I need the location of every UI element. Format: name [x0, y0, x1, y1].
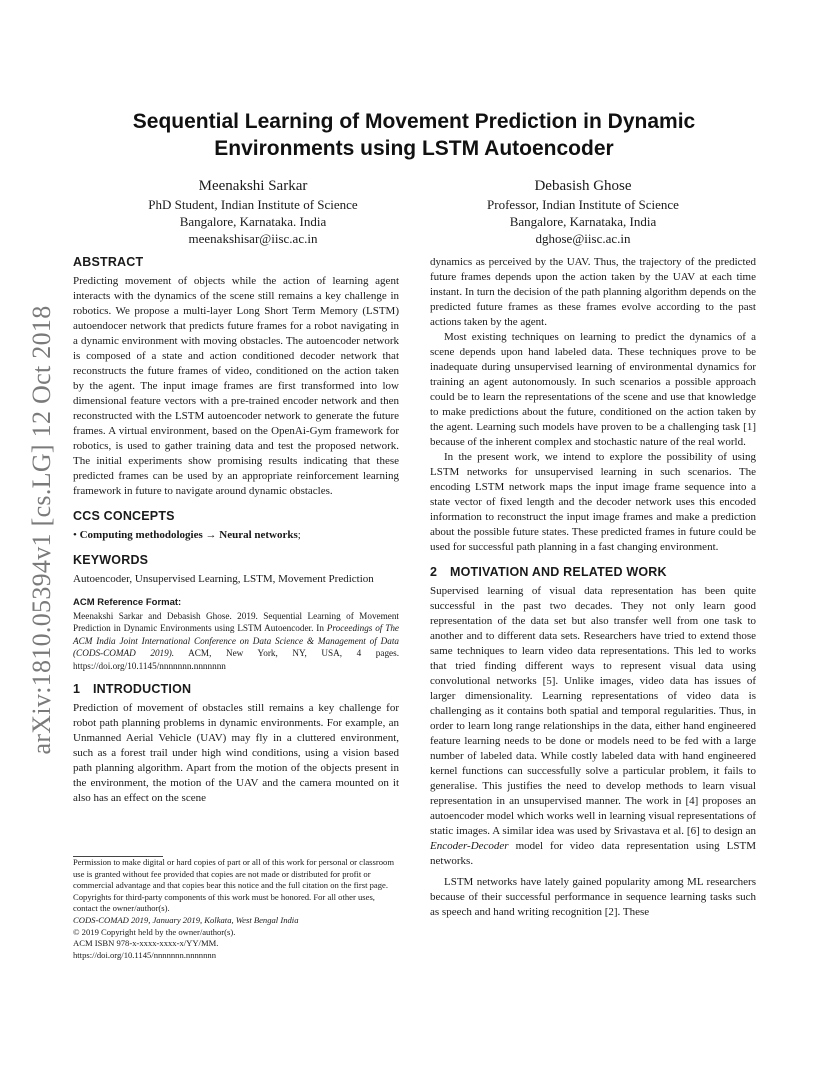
copyright-line: © 2019 Copyright held by the owner/author(s). — [73, 926, 236, 937]
paragraph-text: model for video data representation using LSTM networks. — [430, 840, 756, 867]
arxiv-identifier: arXiv:1810.05394v1 [cs.LG] 12 Oct 2018 — [27, 305, 56, 755]
author-location: Bangalore, Karnataka, India — [509, 214, 657, 229]
body-paragraph — [430, 584, 756, 869]
author-name: Debasish Ghose — [534, 178, 632, 194]
permission-notice: Permission to make digital or hard copies of part or all of this work for personal or classroom use is granted without fee provided that copies are not made or distributed for profit or commercial advantage and that copies bear this notice and the full citation on the first page. Copyrights for third-party components of this work must be honored. For all other uses, contact the owner/author(s). — [73, 857, 394, 914]
section-title: INTRODUCTION — [93, 682, 192, 697]
ccs-tail: ; — [297, 529, 301, 541]
paper-title: Sequential Learning of Movement Prediction in Dynamic Environments using LSTM Autoencoder — [132, 110, 696, 160]
author-name: Meenakshi Sarkar — [198, 178, 308, 194]
author-block-1 — [103, 178, 403, 247]
author-block-2 — [433, 178, 733, 247]
italic-term: Encoder-Decoder — [430, 840, 509, 852]
acm-reference-venue: Proceedings of The ACM India Joint International Conference on Data Science & Management of Data (CODS-COMAD 2019). — [73, 623, 400, 659]
ccs-heading: CCS CONCEPTS — [73, 509, 175, 523]
arxiv-sidebar-stamp — [22, 290, 62, 770]
ccs-concept: Computing methodologies — [79, 529, 203, 541]
author-email: dghose@iisc.ac.in — [535, 231, 631, 246]
section-heading-introduction — [73, 682, 399, 697]
author-location: Bangalore, Karnataka. India — [179, 214, 327, 229]
ccs-arrow: → — [205, 529, 217, 541]
keywords-text: Autoencoder, Unsupervised Learning, LSTM, Movement Prediction — [73, 573, 374, 585]
abstract-heading: ABSTRACT — [73, 255, 144, 269]
doi-line: https://doi.org/10.1145/nnnnnnn.nnnnnnn — [73, 949, 216, 960]
author-email: meenakshisar@iisc.ac.in — [188, 231, 318, 246]
isbn-line: ACM ISBN 978-x-xxxx-xxxx-x/YY/MM. — [73, 938, 219, 949]
left-column — [73, 255, 399, 806]
body-paragraph: LSTM networks have lately gained popularity among ML researchers because of their successful performance in sequence learning tasks such as speech and hand writing recognition [2]. These — [430, 876, 756, 918]
ccs-bullet: • — [73, 529, 77, 541]
keywords-heading: KEYWORDS — [73, 553, 149, 567]
author-affiliation: PhD Student, Indian Institute of Science — [148, 197, 358, 212]
section-number: 2 — [430, 565, 438, 579]
section-number: 1 — [73, 682, 81, 697]
ccs-subconcept: Neural networks — [219, 529, 298, 541]
acm-reference-doi: ACM, New York, NY, USA, 4 pages. https://doi.org/10.1145/nnnnnnn.nnnnnnn — [73, 648, 399, 671]
body-paragraph: In the present work, we intend to explore the possibility of using LSTM networks for unsupervised learning in such scenarios. The encoding LSTM network maps the input image frame sequence into a state vector of fixed length and the decoder network uses this encoded information to reconstruct the input image frames and make a prediction about the possible future states. These predicted frames in future could be used for successful path planning in a fast changing environment. — [430, 451, 756, 553]
body-paragraph: dynamics as perceived by the UAV. Thus, the trajectory of the predicted future frames depends upon the action taken by the UAV at each time instant. In turn the decision of the path planning algorithm depends on the predicted future frames as these frames evolve according to the past actions taken by the agent. — [430, 256, 756, 328]
acm-reference-authors: Meenakshi Sarkar and Debasish Ghose. 2019. Sequential Learning of Movement Prediction in Dynamic Environments using LSTM Autoencoder. In — [73, 611, 399, 634]
ccs-concepts — [73, 528, 399, 543]
right-column — [430, 255, 756, 920]
acm-reference-text — [73, 610, 399, 672]
acm-reference-heading: ACM Reference Format: — [73, 597, 182, 608]
conference-line: CODS-COMAD 2019, January 2019, Kolkata, West Bengal India — [73, 914, 299, 925]
copyright-footnote — [73, 856, 399, 961]
author-affiliation: Professor, Indian Institute of Science — [487, 197, 679, 212]
section-heading-motivation — [430, 565, 756, 580]
paragraph-text: Supervised learning of visual data representation has been quite successful in the past two decades. They not only learn good representation of the data set but also transfer well from one task to another and to different data sets. Researchers have tried to extend those same techniques to learn video data representations. This led to works that tried finding different ways to represent visual data using convolutional networks [5]. Unlike images, video data has issues of larger dimensionality. Learning representations of video data is challenging as it contains both spatial and temporal regularities. Thus, in order to learn long range relationships in the data, either hand engineered feature learning needs to be done or models need to be fed with a large number of labeled data. While costly labeled data with hand engineered kernel functions can successfully solve a particular problem, it fails to generalise. This justifies the need to develop methods to learn visual representation in an unsupervised manner. The work in [4] proposes an autoencoder model which works well in learning visual representations of static images. A similar idea was used by Srivastava et al. [6] to design an — [430, 585, 756, 837]
abstract-text: Predicting movement of objects while the action of learning agent interacts with the dynamics of the scene still remains a key challenge in robotics. We propose a multi-layer Long Short Term Memory (LSTM) autoendocer network that predicts future frames for a robot navigating in a dynamic environment with moving obstacles. The autoencoder network is composed of a state and action conditioned decoder network that reconstructs the future frames of video, conditioned on the action taken by the agent. The input image frames are first transformed into low dimensional feature vectors with a pre-trained encoder network and then reconstructed with the LSTM autoencoder network to generate the future frames. A virtual environment, based on the OpenAi-Gym framework for robotics, is used to gather training data and test the proposed network. The initial experiments show promising results indicating that these predicted frames can be used by an appropriate reinforcement learning framework in future to navigate around dynamic obstacles. — [73, 275, 399, 497]
body-paragraph: Most existing techniques on learning to predict the dynamics of a scene depends upon hand labeled data. These techniques prove to be inadequate during unsupervised learning of environmental dynamics for training an agent autonomously. In such scenarios a possible approach could be to learn the representations of the scene and use that knowledge to make predictions about the future, conditioned on the action taken by the agent. Learning such models have proven to be a challenging task [1] because of the inherent complex and stochastic nature of the real world. — [430, 331, 756, 448]
introduction-text: Prediction of movement of obstacles still remains a key challenge for robot path planning problems in dynamic environments. For example, an Unmanned Aerial Vehicle (UAV) may fly in a cluttered environment, such as a forest trail under high wind conditions, using a vision based path planning algorithm. Apart from the motion of the objects present in the environment, the motion of the UAV and the camera mounted on it also has an effect on the scene — [73, 702, 399, 805]
section-title: MOTIVATION AND RELATED WORK — [450, 565, 667, 579]
